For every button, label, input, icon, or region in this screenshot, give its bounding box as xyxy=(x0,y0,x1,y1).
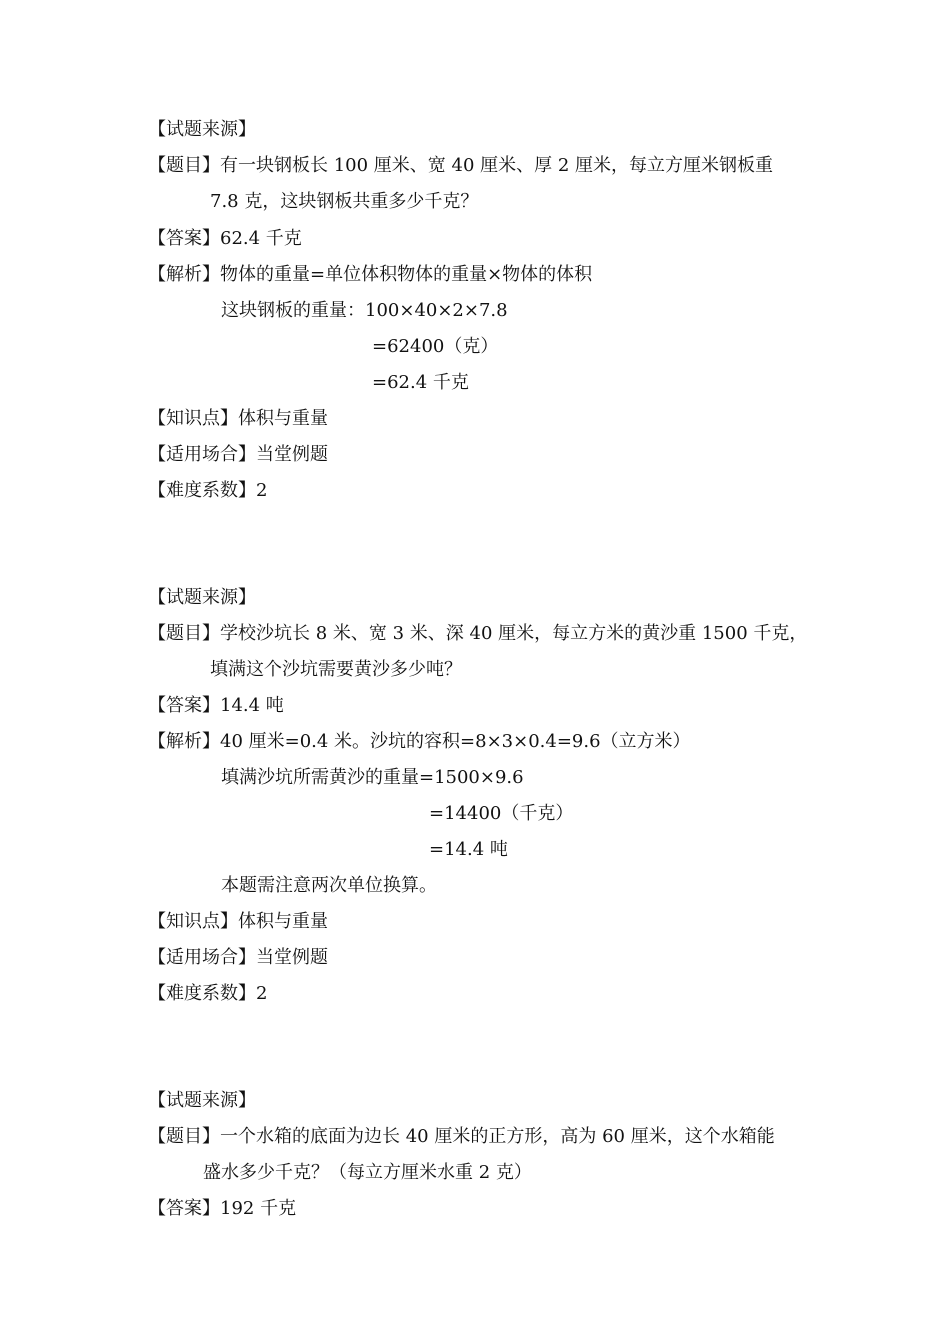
problem-1-question-line-2: 7.8 克，这块钢板共重多少千克？ xyxy=(210,191,479,212)
problem-2-difficulty: 【难度系数】2 xyxy=(148,983,268,1004)
problem-1-knowledge: 【知识点】体积与重量 xyxy=(148,408,328,429)
problem-2-question-line-1: 【题目】学校沙坑长 8 米、宽 3 米、深 40 厘米，每立方米的黄沙重 1500 千克， xyxy=(148,623,808,644)
problem-1-question-line-1: 【题目】有一块钢板长 100 厘米、宽 40 厘米、厚 2 厘米，每立方厘米钢板重 xyxy=(148,155,774,176)
problem-1-analysis-line-1: 【解析】物体的重量=单位体积物体的重量×物体的体积 xyxy=(148,264,593,285)
problem-2-occasion: 【适用场合】当堂例题 xyxy=(148,947,328,968)
problem-3-source: 【试题来源】 xyxy=(148,1090,256,1111)
problem-1-analysis-line-4: =62.4 千克 xyxy=(372,372,469,393)
problem-3-question-line-1: 【题目】一个水箱的底面为边长 40 厘米的正方形，高为 60 厘米，这个水箱能 xyxy=(148,1126,775,1147)
problem-2-answer: 【答案】14.4 吨 xyxy=(148,695,284,716)
problem-2-analysis-note: 本题需注意两次单位换算。 xyxy=(221,875,437,896)
problem-1-occasion: 【适用场合】当堂例题 xyxy=(148,444,328,465)
problem-2-analysis-line-1: 【解析】40 厘米=0.4 米。沙坑的容积=8×3×0.4=9.6（立方米） xyxy=(148,731,691,752)
problem-1-analysis-line-2: 这块钢板的重量：100×40×2×7.8 xyxy=(221,300,508,321)
problem-2-analysis-line-2: 填满沙坑所需黄沙的重量=1500×9.6 xyxy=(221,767,524,788)
problem-1-analysis-line-3: =62400（克） xyxy=(372,336,499,357)
problem-2-knowledge: 【知识点】体积与重量 xyxy=(148,911,328,932)
problem-3-question-line-2: 盛水多少千克？（每立方厘米水重 2 克） xyxy=(203,1162,532,1183)
problem-2-question-line-2: 填满这个沙坑需要黄沙多少吨？ xyxy=(210,659,462,680)
problem-2-analysis-line-3: =14400（千克） xyxy=(429,803,574,824)
problem-2-source: 【试题来源】 xyxy=(148,587,256,608)
problem-1-answer: 【答案】62.4 千克 xyxy=(148,228,302,249)
problem-2-analysis-line-4: =14.4 吨 xyxy=(429,839,508,860)
problem-3-answer: 【答案】192 千克 xyxy=(148,1198,297,1219)
problem-1-source: 【试题来源】 xyxy=(148,119,256,140)
problem-1-difficulty: 【难度系数】2 xyxy=(148,480,268,501)
